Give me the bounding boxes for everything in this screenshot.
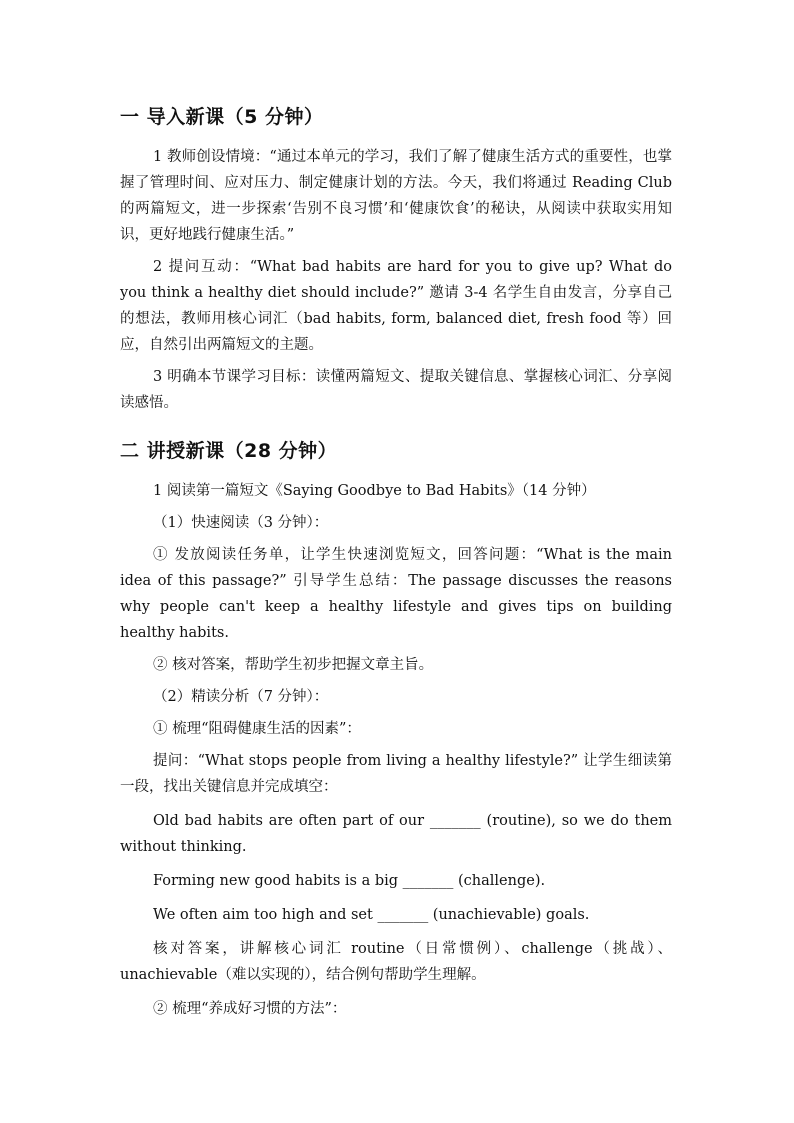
section-heading-intro: 一 导入新课（5 分钟） bbox=[120, 106, 324, 128]
paragraph-blank-unachievable: We often aim too high and set _______ (unachievable) goals. bbox=[153, 907, 590, 923]
paragraph-vocabulary: 核对答案，讲解核心词汇 routine（日常惯例）、challenge（挑战）、unachievable（难以实现的），结合例句帮助学生理解。 bbox=[120, 941, 672, 983]
paragraph-check-answers: ② 核对答案，帮助学生初步把握文章主旨。 bbox=[153, 657, 434, 673]
document-body bbox=[120, 100, 672, 1022]
section-heading-new-lesson: 二 讲授新课（28 分钟） bbox=[120, 440, 338, 462]
paragraph-good-habits: ② 梳理“养成好习惯的方法”： bbox=[153, 1001, 347, 1017]
paragraph-skimming: （1）快速阅读（3 分钟）： bbox=[153, 515, 329, 531]
paragraph-question-fill: 提问：“What stops people from living a healthy lifestyle?” 让学生细读第一段，找出关键信息并完成填空： bbox=[120, 753, 672, 795]
paragraph-intensive-reading: （2）精读分析（7 分钟）： bbox=[153, 689, 329, 705]
paragraph-blank-routine: Old bad habits are often part of our _______ (routine), so we do them without thinking. bbox=[120, 813, 672, 855]
paragraph-blank-challenge: Forming new good habits is a big _______ (challenge). bbox=[153, 873, 546, 889]
paragraph-task-sheet: ① 发放阅读任务单，让学生快速浏览短文，回答问题：“What is the main idea of this passage?” 引导学生总结：The passage discusses the reasons why people can't keep a healthy lifestyle and gives tips on building healthy habits. bbox=[120, 547, 672, 641]
paragraph-learning-goals: 3 明确本节课学习目标：读懂两篇短文、提取关键信息、掌握核心词汇、分享阅读感悟。 bbox=[120, 369, 672, 411]
paragraph-question-interaction: 2 提问互动：“What bad habits are hard for you to give up? What do you think a healthy diet should include?” 邀请 3-4 名学生自由发言，分享自己的想法，教师用核心词汇（bad habits, form, balanced diet, fresh food 等）回应，自然引出两篇短文的主题。 bbox=[120, 259, 672, 353]
paragraph-read-first-text: 1 阅读第一篇短文《Saying Goodbye to Bad Habits》（14 分钟） bbox=[153, 483, 596, 499]
paragraph-teacher-scenario: 1 教师创设情境：“通过本单元的学习，我们了解了健康生活方式的重要性，也掌握了管理时间、应对压力、制定健康计划的方法。今天，我们将通过 Reading Club 的两篇短文，进一步探索‘告别不良习惯’和‘健康饮食’的秘诀，从阅读中获取实用知识，更好地践行健康生活。” bbox=[120, 149, 672, 243]
paragraph-obstacles: ① 梳理“阻碍健康生活的因素”： bbox=[153, 721, 361, 737]
